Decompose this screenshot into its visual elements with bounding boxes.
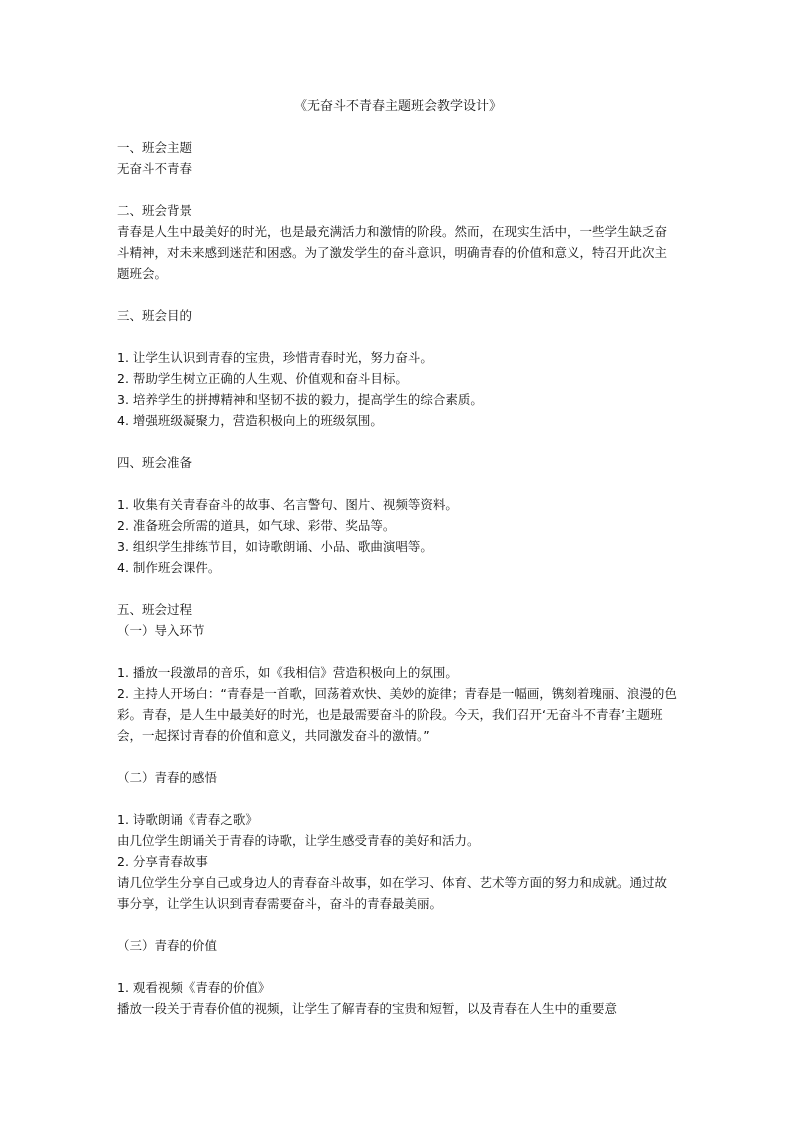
section-heading: 二、班会背景 bbox=[117, 203, 193, 218]
section-heading: 四、班会准备 bbox=[117, 455, 193, 470]
list-item: 2. 主持人开场白：“青春是一首歌，回荡着欢快、美妙的旋律；青春是一幅画，镌刻着瑰丽、浪漫的色彩。青春，是人生中最美好的时光，也是最需要奋斗的阶段。今天，我们召开‘无奋斗不青春’主题班会，一起探讨青春的价值和意义，共同激发奋斗的激情。” bbox=[117, 686, 677, 743]
section-heading: 五、班会过程 bbox=[117, 602, 193, 617]
section-heading: 一、班会主题 bbox=[117, 140, 193, 155]
list-item: 3. 培养学生的拼搏精神和坚韧不拔的毅力，提高学生的综合素质。 bbox=[117, 392, 483, 407]
list-item: 4. 增强班级凝聚力，营造积极向上的班级氛围。 bbox=[117, 413, 383, 428]
list-item: 1. 诗歌朗诵《青春之歌》 bbox=[117, 812, 258, 827]
list-item: 1. 让学生认识到青春的宝贵，珍惜青春时光，努力奋斗。 bbox=[117, 350, 433, 365]
list-item: 1. 播放一段激昂的音乐，如《我相信》营造积极向上的氛围。 bbox=[117, 665, 458, 680]
section-theme bbox=[117, 137, 679, 179]
section-process bbox=[117, 599, 679, 1019]
document-title: 《无奋斗不青春主题班会教学设计》 bbox=[293, 99, 502, 114]
subsection-heading: （二）青春的感悟 bbox=[117, 770, 218, 785]
section-background bbox=[117, 200, 679, 284]
paragraph: 由几位学生朗诵关于青春的诗歌，让学生感受青春的美好和活力。 bbox=[117, 833, 480, 848]
list-item: 1. 收集有关青春奋斗的故事、名言警句、图片、视频等资料。 bbox=[117, 497, 458, 512]
list-item: 2. 帮助学生树立正确的人生观、价值观和奋斗目标。 bbox=[117, 371, 408, 386]
subsection-heading: （一）导入环节 bbox=[117, 623, 205, 638]
document-page bbox=[117, 96, 679, 1019]
section-preparation bbox=[117, 452, 679, 578]
list-item: 2. 准备班会所需的道具，如气球、彩带、奖品等。 bbox=[117, 518, 396, 533]
list-item: 1. 观看视频《青春的价值》 bbox=[117, 980, 271, 995]
section-goals bbox=[117, 305, 679, 431]
list-item: 3. 组织学生排练节目，如诗歌朗诵、小品、歌曲演唱等。 bbox=[117, 539, 433, 554]
subsection-heading: （三）青春的价值 bbox=[117, 938, 218, 953]
section-heading: 三、班会目的 bbox=[117, 308, 193, 323]
list-item: 2. 分享青春故事 bbox=[117, 854, 208, 869]
section-body: 青春是人生中最美好的时光，也是最充满活力和激情的阶段。然而，在现实生活中，一些学生缺乏奋斗精神，对未来感到迷茫和困惑。为了激发学生的奋斗意识，明确青春的价值和意义，特召开此次主题班会。 bbox=[117, 224, 668, 281]
list-item: 4. 制作班会课件。 bbox=[117, 560, 221, 575]
section-body: 无奋斗不青春 bbox=[117, 161, 193, 176]
paragraph: 请几位学生分享自己或身边人的青春奋斗故事，如在学习、体育、艺术等方面的努力和成就。通过故事分享，让学生认识到青春需要奋斗，奋斗的青春最美丽。 bbox=[117, 875, 668, 911]
paragraph: 播放一段关于青春价值的视频，让学生了解青春的宝贵和短暂，以及青春在人生中的重要意 bbox=[117, 1001, 618, 1016]
